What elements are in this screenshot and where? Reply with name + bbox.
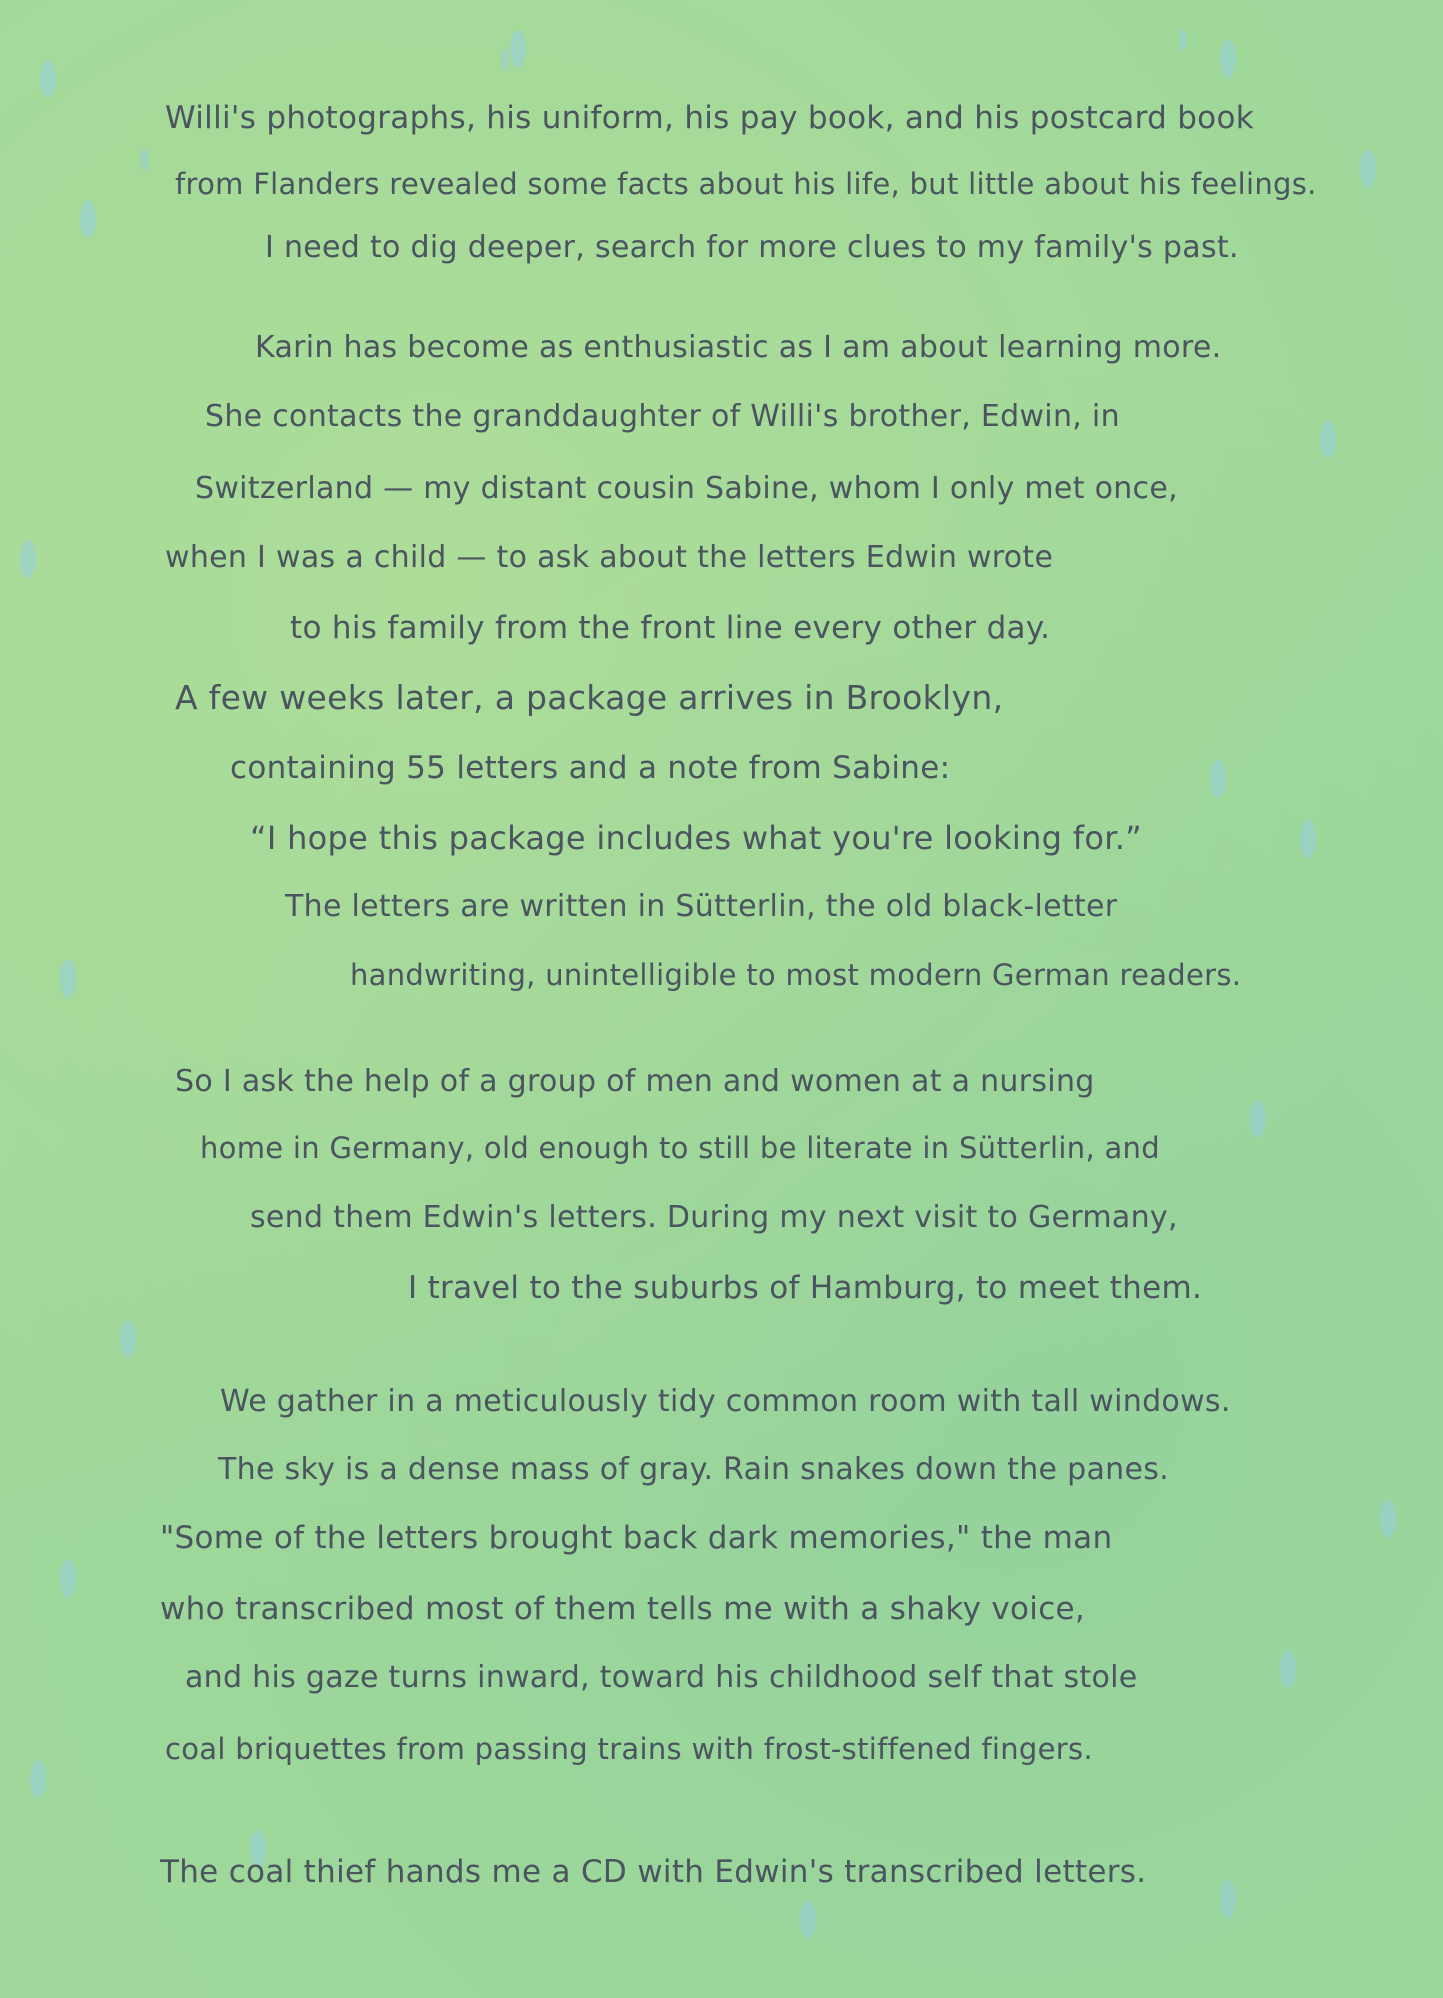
text-line: and his gaze turns inward, toward his childhood self that stole bbox=[185, 1660, 1138, 1695]
text-line: So I ask the help of a group of men and women at a nursing bbox=[175, 1064, 1095, 1099]
raindrop-decoration bbox=[20, 540, 36, 578]
raindrop-decoration bbox=[60, 960, 76, 998]
raindrop-decoration bbox=[1380, 1500, 1396, 1538]
text-line: who transcribed most of them tells me with a shaky voice, bbox=[160, 1591, 1086, 1627]
text-line: "Some of the letters brought back dark memories," the man bbox=[160, 1520, 1113, 1556]
text-line: to his family from the front line every other day. bbox=[290, 610, 1051, 646]
text-line: Karin has become as enthusiastic as I am about learning more. bbox=[255, 330, 1222, 365]
text-line: send them Edwin's letters. During my next visit to Germany, bbox=[250, 1200, 1178, 1235]
text-line: We gather in a meticulously tidy common room with tall windows. bbox=[220, 1384, 1231, 1419]
text-line: coal briquettes from passing trains with frost-stiffened fingers. bbox=[165, 1732, 1093, 1766]
text-line: “I hope this package includes what you're looking for.” bbox=[250, 819, 1143, 857]
text-line: home in Germany, old enough to still be literate in Sütterlin, and bbox=[200, 1131, 1160, 1165]
raindrop-decoration bbox=[800, 1900, 816, 1938]
raindrop-decoration bbox=[1220, 40, 1236, 78]
raindrop-decoration bbox=[1280, 1650, 1296, 1688]
raindrop-decoration bbox=[1320, 420, 1336, 458]
text-line: Switzerland — my distant cousin Sabine, whom I only met once, bbox=[195, 471, 1178, 506]
raindrop-decoration bbox=[1300, 820, 1316, 858]
text-line: She contacts the granddaughter of Willi's brother, Edwin, in bbox=[205, 399, 1120, 434]
text-line: from Flanders revealed some facts about his life, but little about his feelings. bbox=[175, 167, 1317, 201]
text-line: I travel to the suburbs of Hamburg, to meet them. bbox=[408, 1270, 1203, 1306]
text-line: containing 55 letters and a note from Sabine: bbox=[230, 750, 951, 786]
raindrop-decoration bbox=[1360, 150, 1376, 188]
raindrop-decoration bbox=[120, 1320, 136, 1358]
text-line: when I was a child — to ask about the letters Edwin wrote bbox=[165, 540, 1054, 575]
raindrop-decoration bbox=[80, 200, 96, 238]
text-line: The letters are written in Sütterlin, the old black-letter bbox=[285, 889, 1118, 924]
raindrop-decoration bbox=[1210, 760, 1226, 798]
raindrop-decoration bbox=[510, 30, 526, 68]
text-line: Willi's photographs, his uniform, his pay book, and his postcard book bbox=[165, 100, 1254, 136]
raindrop-decoration bbox=[1220, 1880, 1236, 1918]
raindrop-decoration bbox=[1250, 1100, 1266, 1138]
text-line: The sky is a dense mass of gray. Rain snakes down the panes. bbox=[218, 1452, 1170, 1487]
text-line: handwriting, unintelligible to most modern German readers. bbox=[350, 958, 1242, 992]
text-line: I need to dig deeper, search for more clues to my family's past. bbox=[265, 230, 1239, 265]
raindrop-decoration bbox=[60, 1560, 76, 1598]
raindrop-decoration bbox=[30, 1760, 46, 1798]
text-line: The coal thief hands me a CD with Edwin's transcribed letters. bbox=[160, 1854, 1147, 1890]
text-line: A few weeks later, a package arrives in Brooklyn, bbox=[175, 678, 1004, 717]
raindrop-decoration bbox=[40, 60, 56, 98]
